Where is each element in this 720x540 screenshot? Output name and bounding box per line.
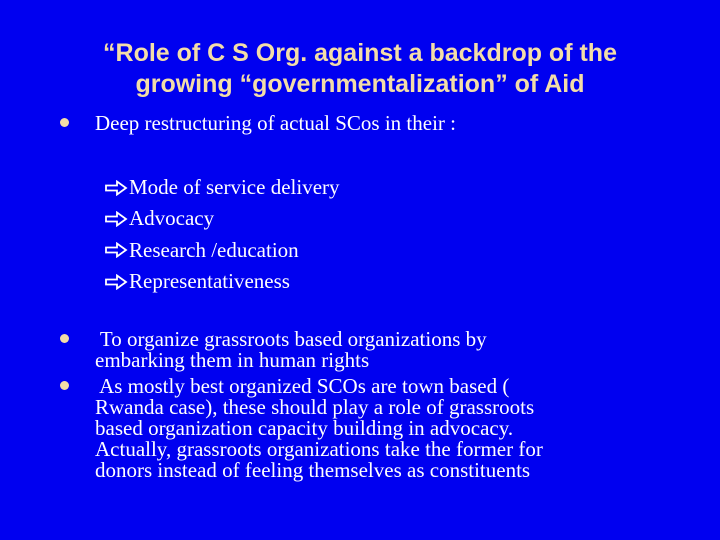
slide-title bbox=[40, 38, 680, 100]
bullet-3-line: Actually, grassroots organizations take the former for bbox=[95, 437, 543, 461]
bullet-text-3 bbox=[95, 376, 615, 481]
title-line-2: growing “governmentalization” of Aid bbox=[135, 70, 585, 98]
sub-bullet-label: Mode of service delivery bbox=[129, 175, 340, 200]
bullet-text-1: Deep restructuring of actual SCos in their : bbox=[95, 111, 456, 135]
title-line-1: “Role of C S Org. against a backdrop of the bbox=[103, 39, 617, 67]
bullet-2-line: embarking them in human rights bbox=[95, 348, 370, 372]
sub-bullet-list bbox=[104, 172, 340, 297]
sub-bullet-label: Advocacy bbox=[129, 206, 215, 231]
bullet-item-3 bbox=[60, 376, 620, 486]
bullet-2-line: To organize grassroots based organizations by bbox=[95, 327, 487, 351]
round-bullet-icon bbox=[60, 334, 69, 343]
bullet-item-2 bbox=[60, 329, 620, 373]
bullet-3-line: Rwanda case), these should play a role of grassroots bbox=[95, 395, 535, 419]
sub-bullet-label: Representativeness bbox=[129, 269, 290, 294]
sub-bullet-item bbox=[104, 203, 340, 234]
bullet-3-line: As mostly best organized SCOs are town based ( bbox=[95, 374, 510, 398]
hollow-arrow-icon bbox=[104, 274, 128, 290]
sub-bullet-item bbox=[104, 172, 340, 203]
bullet-3-line: donors instead of feeling themselves as constituents bbox=[95, 458, 531, 482]
hollow-arrow-icon bbox=[104, 242, 128, 258]
round-bullet-icon bbox=[60, 118, 69, 127]
round-bullet-icon bbox=[60, 381, 69, 390]
bullet-item-1 bbox=[60, 113, 620, 137]
sub-bullet-label: Research /education bbox=[129, 237, 299, 262]
hollow-arrow-icon bbox=[104, 211, 128, 227]
bullet-text-2 bbox=[95, 329, 615, 371]
hollow-arrow-icon bbox=[104, 180, 128, 196]
bullet-3-line: based organization capacity building in advocacy. bbox=[95, 416, 514, 440]
sub-bullet-item bbox=[104, 266, 340, 297]
sub-bullet-item bbox=[104, 235, 340, 266]
